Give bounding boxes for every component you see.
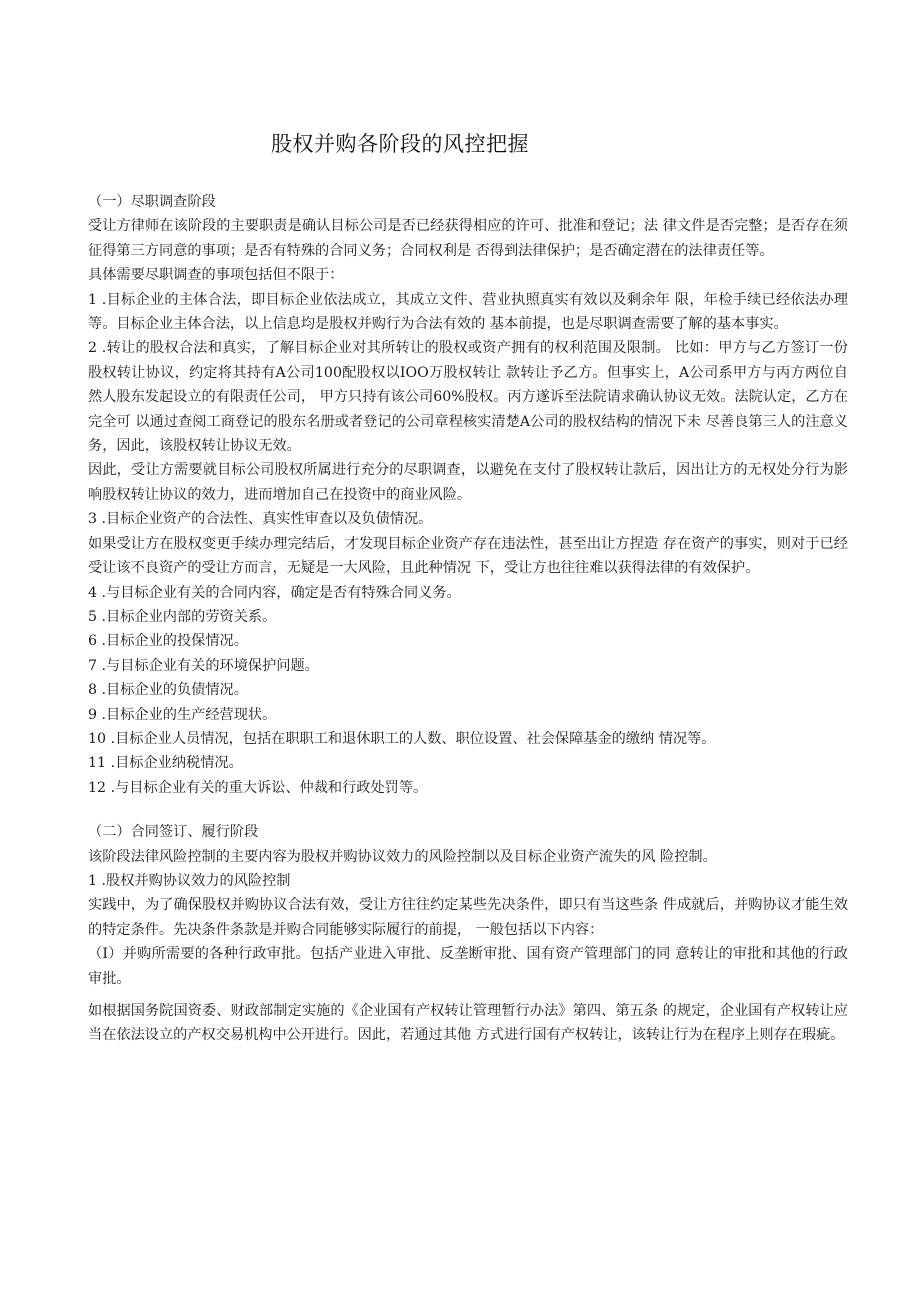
list-item: 9 .目标企业的生产经营现状。 — [88, 706, 277, 723]
list-item: 11 .目标企业纳税情况。 — [88, 755, 243, 772]
list-item: 8 .目标企业的负债情况。 — [88, 682, 248, 699]
document-title: 股权并购各阶段的风控把握 — [271, 132, 529, 156]
list-item: 4 .与目标企业有关的合同内容，确定是否有特殊合同义务。 — [88, 584, 461, 601]
paragraph-gap — [88, 991, 848, 999]
document-body — [88, 190, 848, 1048]
list-item: 2 .转让的股权合法和真实，了解目标企业对其所转让的股权或资产拥有的权利范围及限制。 比如：甲方与乙方签订一份股权转让协议，约定将其持有A公司100配股权以IOO万股权转让 款转让予乙方。但事实上，A公司系甲方与丙方两位自然人股东发起设立的有限责任公司， 甲方只持有该公司60%股权。丙方遂诉至法院请求确认协议无效。法院认定，乙方在完全可 以通过查阅工商登记的股东名册或者登记的公司章程核实清楚A公司的股权结构的情况下未 尽善良第三人的注意义务，因此，该股权转让协议无效。 — [88, 340, 848, 455]
list-item: （I）并购所需要的各种行政审批。包括产业进入审批、反垄断审批、国有资产管理部门的同 意转让的审批和其他的行政审批。 — [88, 946, 848, 987]
list-item: 6 .目标企业的投保情况。 — [88, 633, 248, 650]
paragraph: 因此，受让方需要就目标公司股权所属进行充分的尽职调查，以避免在支付了股权转让款后，因出让方的无权处分行为影响股权转让协议的效力，进而增加自己在投资中的商业风险。 — [88, 462, 848, 503]
section-heading-due-diligence: （一）尽职调查阶段 — [88, 194, 216, 210]
paragraph: 如果受让方在股权变更手续办理完结后，才发现目标企业资产存在违法性，甚至出让方捏造 存在资产的事实，则对于已经受让该不良资产的受让方而言，无疑是一大风险，且此种情况 下，受让方也往往难以获得法律的有效保护。 — [88, 535, 848, 577]
list-item: 1 .股权并购协议效力的风险控制 — [88, 872, 291, 889]
list-item: 12 .与目标企业有关的重大诉讼、仲裁和行政处罚等。 — [88, 779, 428, 796]
section-gap — [88, 800, 848, 820]
paragraph: 该阶段法律风险控制的主要内容为股权并购协议效力的风险控制以及目标企业资产流失的风 险控制。 — [88, 848, 717, 865]
list-item: 10 .目标企业人员情况，包括在职职工和退休职工的人数、职位设置、社会保障基金的缴纳 情况等。 — [88, 730, 716, 747]
list-item: 1 .目标企业的主体合法，即目标企业依法成立，其成立文件、营业执照真实有效以及剩余年 限，年检手续已经依法办理等。目标企业主体合法，以上信息均是股权并购行为合法有效的 基本前提，也是尽职调查需要了解的基本事实。 — [88, 291, 848, 333]
paragraph: 具体需要尽职调查的事项包括但不限于： — [88, 267, 344, 284]
paragraph: 实践中，为了确保股权并购协议合法有效，受让方往往约定某些先决条件，即只有当这些条 件成就后，并购协议才能生效的特定条件。先决条件条款是并购合同能够实际履行的前提， 一般包括以下内容： — [88, 897, 848, 938]
list-item: 3 .目标企业资产的合法性、真实性审查以及负债情况。 — [88, 511, 433, 528]
section-heading-contract: （二）合同签订、履行阶段 — [88, 824, 259, 841]
list-item: 7 .与目标企业有关的环境保护问题。 — [88, 657, 319, 674]
paragraph: 受让方律师在该阶段的主要职责是确认目标公司是否已经获得相应的许可、批准和登记；法 律文件是否完整；是否存在须征得第三方同意的事项；是否有特殊的合同义务；合同权利是 否得到法律保护；是否确定潜在的法律责任等。 — [88, 218, 848, 259]
paragraph: 如根据国务院国资委、财政部制定实施的《企业国有产权转让管理暂行办法》第四、第五条 的规定，企业国有产权转让应当在依法设立的产权交易机构中公开进行。因此，若通过其他 方式进行国有产权转让，该转让行为在程序上则存在瑕疵。 — [88, 1003, 848, 1044]
list-item: 5 .目标企业内部的劳资关系。 — [88, 608, 277, 625]
